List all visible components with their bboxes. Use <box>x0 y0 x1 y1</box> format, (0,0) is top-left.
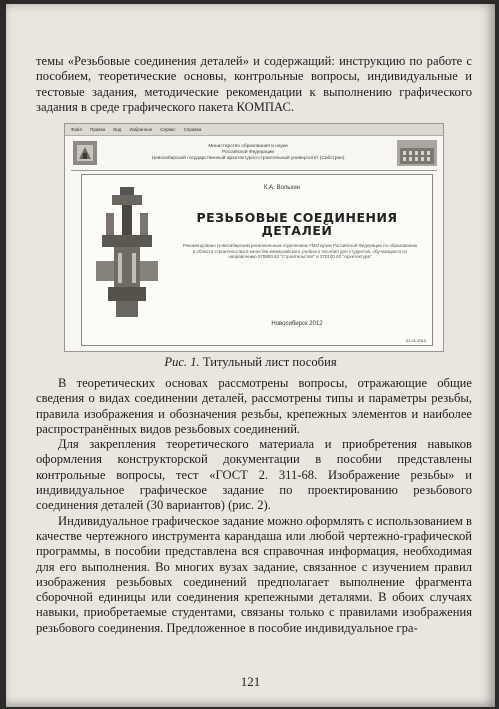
book-page <box>6 4 495 707</box>
header-text <box>99 144 397 162</box>
title-page-screenshot <box>64 123 444 352</box>
page-number: 121 <box>240 674 261 689</box>
author-name: К.А. Вольхин <box>264 185 300 191</box>
print-date: 21.01.2013 <box>405 338 426 343</box>
building-photo-icon <box>397 140 437 166</box>
paragraph-individual-task: Индивидуальное графическое задание можно оформлять с использованием в качестве чертежного инструмента карандаша или любой чертежно-графической программы, в пособии представлена вся справочная информация, необходимая для его выполнения. Во многих вузах задание, связанное с изучением правил изображения резьбовых соединений предполагает выполнение фрагмента сборочной единицы или соединения крепежными деталями. В обоих случаях навыки, приобретаемые студентами, связаны только с правилами изображения резьбового соединения. Предложенное в пособие индивидуальное гра- <box>36 513 472 635</box>
valve-drawing-icon <box>92 183 162 323</box>
university-logo-icon <box>71 139 99 167</box>
body-text <box>36 376 472 636</box>
intro-paragraph <box>36 54 472 115</box>
menu-item-help: Справка <box>183 127 202 132</box>
intro-text: темы «Резьбовые соединения деталей» и содержащий: инструкцию по работе с пособием, теоретические основы, контрольные вопросы, индивидуальные и тестовые задания, методические рекомендации к выполнению графического задания в среде графического пакета КОМПАС. <box>36 54 472 114</box>
university-header <box>71 138 437 168</box>
menu-item-favorites: Избранное <box>129 127 153 132</box>
browser-menubar <box>65 124 443 136</box>
ministry-line-1: Министерство образования и науки <box>208 144 288 149</box>
recommendation-text: Рекомендовано Новосибирским региональным отделением УМО вузов Российской Федерации по образованию в области строительства в качестве межвузовского учебного пособия для студентов, обучающихся по направлению 270800.62 "Строительство" и 270100.62 "Архитектура" <box>182 243 418 260</box>
title-sheet <box>81 174 433 346</box>
header-divider <box>71 170 437 171</box>
menu-item-tools: Сервис <box>160 127 176 132</box>
menu-item-edit: Правка <box>90 127 106 132</box>
ministry-line-2: Российской Федерации <box>221 150 275 155</box>
city-year: Новосибирск 2012 <box>271 321 323 327</box>
figure-caption <box>6 355 495 370</box>
menu-item-view: Вид <box>113 127 122 132</box>
caption-label: Рис. 1. <box>164 355 200 369</box>
caption-text: Титульный лист пособия <box>199 355 337 369</box>
paragraph-theory: В теоретических основах рассмотрены вопросы, отражающие общие сведения о видах соединении деталей, рассмотрены типы и параметры резьбы, правила изображения и обозначения резьбы, крепежных элементов и наиболее распространённых видов резьбовых соединений. <box>36 376 472 436</box>
menu-item-file: Файл <box>71 127 83 132</box>
book-title: РЕЗЬБОВЫЕ СОЕДИНЕНИЯ ДЕТАЛЕЙ <box>196 210 398 238</box>
paragraph-practice: Для закрепления теоретического материала и приобретения навыков оформления конструкторской документации в пособии представлены контрольные вопросы, тест «ГОСТ 2. 311-68. Изображение резьбы» и индивидуальное графическое задание по проектированию резьбового соединения деталей (30 вариантов) (рис. 2). <box>36 437 472 513</box>
university-name: Новосибирский государственный архитектурно-строительный университет (Сибстрин) <box>151 156 345 161</box>
